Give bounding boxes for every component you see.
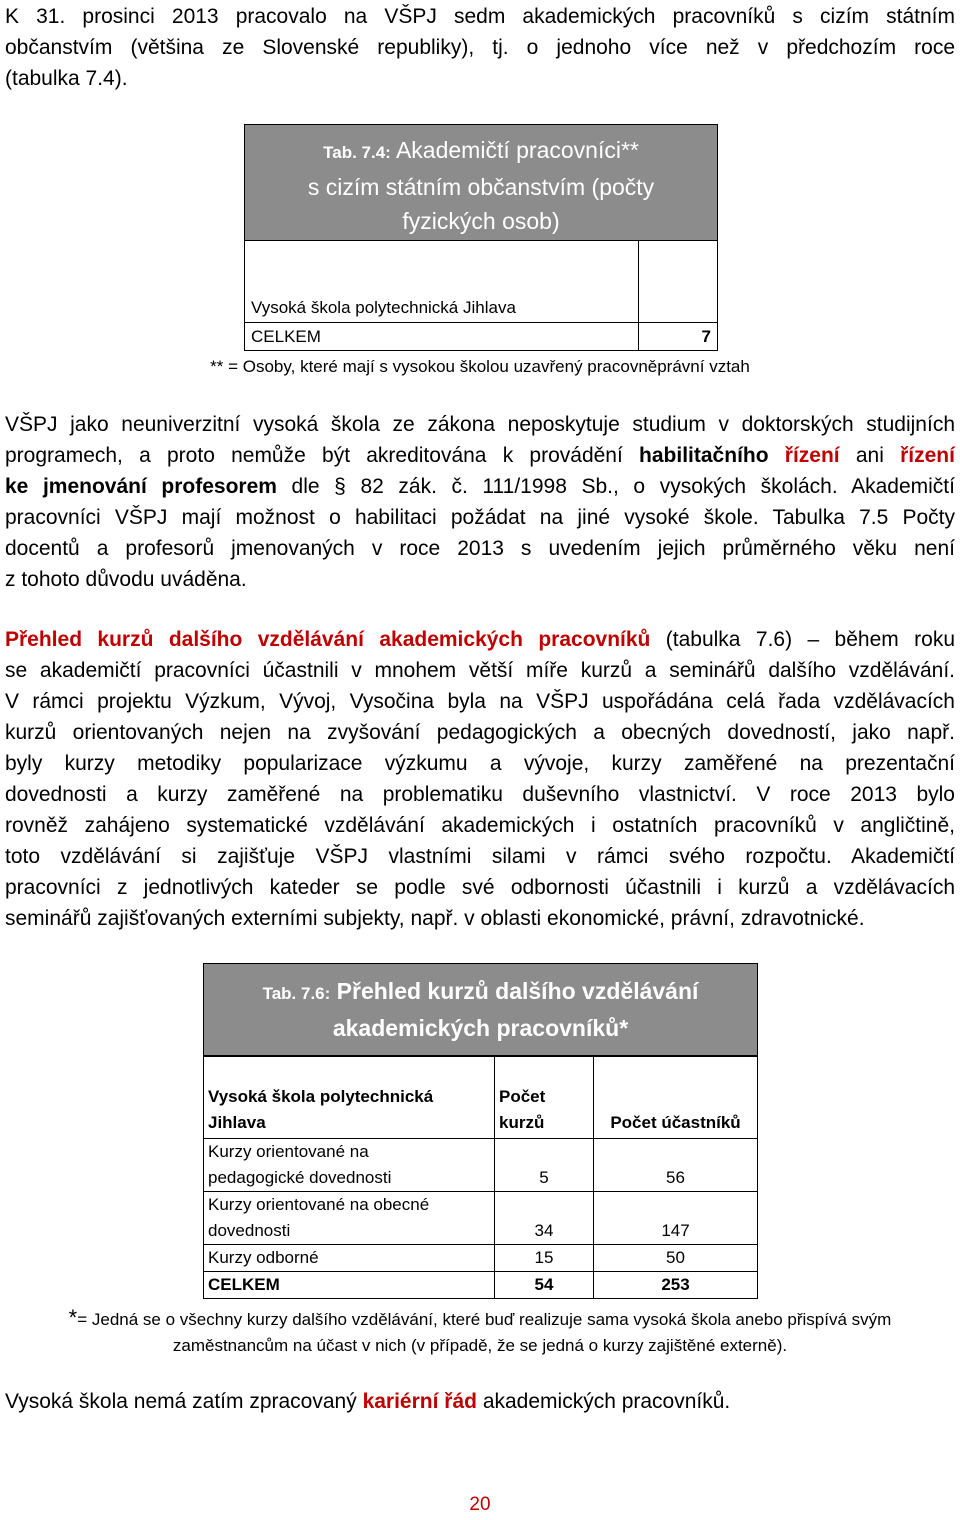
table-7-4-total-value: 7 bbox=[639, 323, 718, 351]
row-3-label: Kurzy odborné bbox=[204, 1245, 495, 1272]
row-3-kurzy: 15 bbox=[495, 1245, 594, 1272]
table-7-6-note bbox=[0, 1305, 960, 1359]
row-1-label-line-2: pedagogické dovednosti bbox=[208, 1168, 392, 1187]
note-star: * bbox=[68, 1305, 78, 1330]
para2-jmenovani: ke jmenování profesorem bbox=[5, 475, 277, 498]
table-7-4-header bbox=[245, 241, 639, 323]
paragraph-habilitation bbox=[5, 409, 955, 595]
para2-dle: dle bbox=[291, 475, 320, 498]
para2-section-sign: § bbox=[334, 475, 346, 498]
col2-header-line-1: Počet bbox=[499, 1087, 546, 1106]
intro-line-3: (tabulka 7.4). bbox=[5, 67, 128, 90]
para2-line-1: VŠPJ jako neuniverzitní vysoká škola ze zákona neposkytuje studium v doktorských studijních bbox=[5, 413, 955, 436]
row-2-kurzy: 34 bbox=[495, 1192, 594, 1245]
para2-line-3-rest: , o vysokých školách. Akademičtí bbox=[613, 475, 955, 498]
final-kariérní-rad: kariérní řád bbox=[362, 1390, 477, 1413]
table-7-4-header-text: Vysoká škola polytechnická Jihlava bbox=[251, 298, 516, 317]
row-2-label bbox=[204, 1192, 495, 1245]
total-label: CELKEM bbox=[204, 1272, 495, 1299]
table-7-6-label: Tab. 7.6: bbox=[262, 984, 331, 1003]
para3-line-4: kurzů orientovaných nejen na zvyšování pedagogických a obecných dovedností, jako např. bbox=[5, 721, 955, 744]
para3-line-2: se akademičtí pracovníci účastnili v mnohem větší míře kurzů a seminářů dalšího vzdělávání. bbox=[5, 659, 955, 682]
row-3-ucastnici: 50 bbox=[594, 1245, 758, 1272]
table-7-4-note: ** = Osoby, které mají s vysokou školou uzavřený pracovněprávní vztah bbox=[210, 357, 750, 376]
table-7-6-note-line-2: zaměstnancům na účast v nich (v případě, že se jedná o kurzy zajištěné externě). bbox=[172, 1336, 788, 1355]
table-7-4-title-line-3: fyzických osob) bbox=[402, 208, 560, 234]
table-7-4-title-line-1: Akademičtí pracovníci** bbox=[395, 137, 639, 163]
page-number: 20 bbox=[469, 1494, 491, 1515]
col1-header-line-2: Jihlava bbox=[208, 1113, 266, 1132]
row-1-ucastnici: 56 bbox=[594, 1139, 758, 1192]
table-7-4-title bbox=[244, 124, 718, 241]
para2-rizeni-2: řízení bbox=[900, 444, 955, 467]
para2-rizeni-1: řízení bbox=[784, 444, 840, 467]
para3-line-3: V rámci projektu Výzkum, Vývoj, Vysočina byla na VŠPJ uspořádána celá řada vzdělávacích bbox=[5, 690, 955, 713]
para3-line-8: toto vzdělávání si zajišťuje VŠPJ vlastními silami v rámci svého rozpočtu. Akademičtí bbox=[5, 845, 955, 868]
para2-line-4: pracovníci VŠPJ mají možnost o habilitaci požádat na jiné vysoké škole. Tabulka 7.5 Počty bbox=[5, 506, 955, 529]
table-row bbox=[204, 1245, 758, 1272]
para2-line-5: docentů a profesorů jmenovaných v roce 2013 s uvedením jejich průměrného věku není bbox=[5, 537, 955, 560]
intro-line-2: občanstvím (většina ze Slovenské republiky), tj. o jednoho více než v předchozím roce bbox=[5, 36, 955, 59]
table-7-6-col1-header bbox=[204, 1057, 495, 1139]
para3-line-9: pracovníci z jednotlivých kateder se podle své odbornosti účastnili i kurzů a vzdělávacích bbox=[5, 876, 955, 899]
row-1-kurzy: 5 bbox=[495, 1139, 594, 1192]
row-2-label-line-2: dovednosti bbox=[208, 1221, 291, 1240]
para2-ani: ani bbox=[855, 444, 884, 467]
table-7-6-header-row bbox=[204, 1057, 758, 1139]
table-7-6-title bbox=[203, 963, 758, 1056]
row-2-label-line-1: Kurzy orientované na obecné bbox=[208, 1195, 430, 1214]
table-7-6-title-line-2: akademických pracovníků* bbox=[332, 1015, 629, 1041]
final-sentence bbox=[5, 1386, 955, 1417]
table-7-4-total-label: CELKEM bbox=[245, 323, 639, 351]
para2-line-2 bbox=[5, 440, 955, 471]
para3-line-7: rovněž zahájeno systematické vzdělávání akademických i ostatních pracovníků v angličtině, bbox=[5, 814, 955, 837]
table-7-4-label: Tab. 7.4: bbox=[323, 143, 391, 162]
para3-line-6: dovednosti a kurzy zaměřené na problematiku duševního vlastnictví. V roce 2013 bylo bbox=[5, 783, 955, 806]
para2-line-3 bbox=[5, 471, 955, 502]
row-1-label-line-1: Kurzy orientované na bbox=[208, 1142, 369, 1161]
para2-habilitacniho: habilitačního bbox=[639, 444, 769, 467]
table-7-4 bbox=[244, 240, 718, 351]
para3-line-1-rest: (tabulka 7.6) – během roku bbox=[665, 628, 955, 651]
table-7-6-total-row bbox=[204, 1272, 758, 1299]
para3-line-10: seminářů zajišťovaných externími subjekty, např. v oblasti ekonomické, právní, zdravotnické. bbox=[5, 907, 865, 930]
total-ucastnici: 253 bbox=[594, 1272, 758, 1299]
row-2-ucastnici: 147 bbox=[594, 1192, 758, 1245]
para3-heading-red: Přehled kurzů dalšího vzdělávání akademických pracovníků bbox=[5, 628, 651, 651]
col3-header-text: Počet účastníků bbox=[610, 1113, 741, 1132]
para3-line-1 bbox=[5, 624, 955, 655]
para2-line-2-a: programech, a proto nemůže být akreditována k provádění bbox=[5, 444, 623, 467]
intro-line-1: K 31. prosinci 2013 pracovalo na VŠPJ sedm akademických pracovníků s cizím státním bbox=[5, 5, 955, 28]
table-7-6 bbox=[203, 1056, 758, 1299]
para2-law: 82 zák. č. 111/1998 Sb. bbox=[360, 475, 613, 498]
intro-paragraph bbox=[5, 1, 955, 94]
table-7-6-note-line-1 bbox=[0, 1305, 960, 1333]
table-7-4-title-line-2: s cizím státním občanstvím (počty bbox=[307, 174, 655, 200]
col1-header-line-1: Vysoká škola polytechnická bbox=[208, 1087, 434, 1106]
final-a: Vysoká škola nemá zatím zpracovaný bbox=[5, 1390, 357, 1413]
table-row bbox=[204, 1139, 758, 1192]
col2-header-line-2: kurzů bbox=[499, 1113, 545, 1132]
paragraph-courses bbox=[5, 624, 955, 934]
final-c: akademických pracovníků. bbox=[482, 1390, 731, 1413]
para2-line-6: z tohoto důvodu uváděna. bbox=[5, 568, 247, 591]
table-7-6-title-line-1: Přehled kurzů dalšího vzdělávání bbox=[336, 978, 699, 1004]
row-1-label bbox=[204, 1139, 495, 1192]
note-text-1: = Jedná se o všechny kurzy dalšího vzdělávání, které buď realizuje sama vysoká škola anebo přispívá svým bbox=[77, 1310, 892, 1329]
table-7-4-header-empty-cell bbox=[639, 241, 718, 323]
table-row bbox=[204, 1192, 758, 1245]
para3-line-5: byly kurzy metodiky popularizace výzkumu a vývoje, kurzy zaměřené na prezentační bbox=[5, 752, 955, 775]
total-kurzy: 54 bbox=[495, 1272, 594, 1299]
table-7-6-col2-header bbox=[495, 1057, 594, 1139]
table-7-6-col3-header bbox=[594, 1057, 758, 1139]
